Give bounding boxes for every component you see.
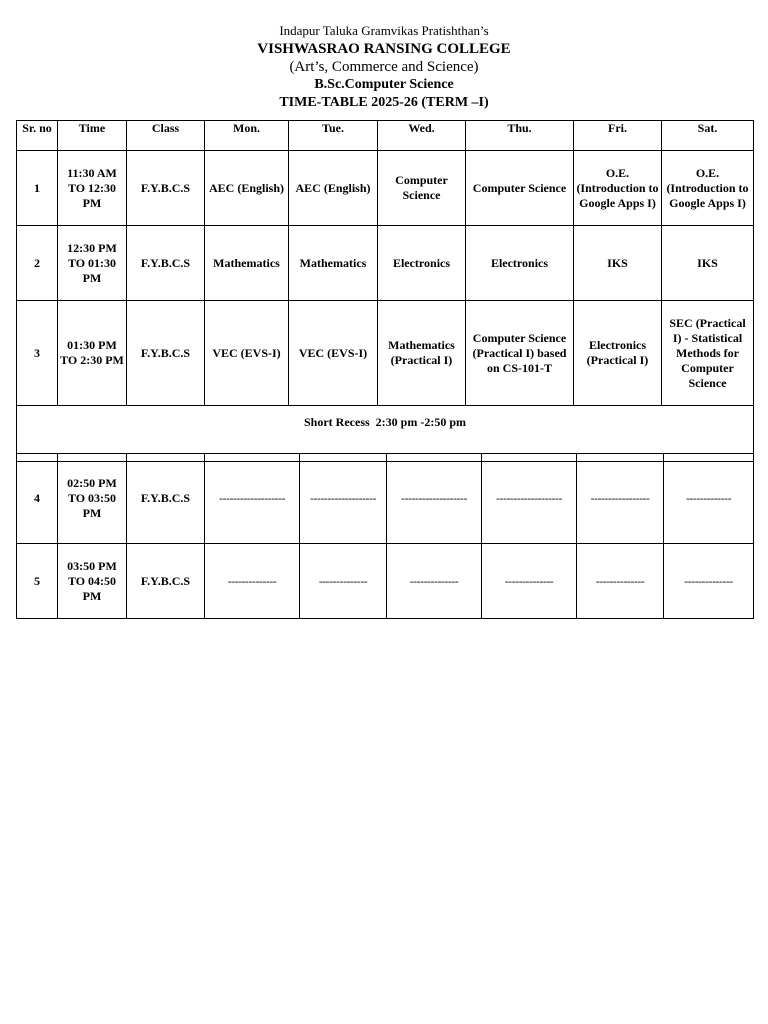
mon-cell: AEC (English) bbox=[205, 151, 289, 226]
college-name: VISHWASRAO RANSING COLLEGE bbox=[257, 41, 511, 57]
thu-cell: Computer Science bbox=[466, 151, 574, 226]
col-header-mon: Mon. bbox=[205, 121, 289, 151]
sat-cell: SEC (Practical I) - Statistical Methods for Computer Science bbox=[662, 301, 754, 406]
mon-cell: ------------------- bbox=[205, 454, 300, 544]
mon-cell: VEC (EVS-I) bbox=[205, 301, 289, 406]
tue-cell: ------------------- bbox=[300, 454, 387, 544]
department-name: B.Sc.Computer Science bbox=[314, 77, 454, 92]
college-streams: (Art’s, Commerce and Science) bbox=[289, 59, 479, 75]
class-cell: F.Y.B.C.S bbox=[127, 301, 205, 406]
col-header-tue: Tue. bbox=[289, 121, 378, 151]
sr-cell: 5 bbox=[17, 544, 58, 619]
time-cell: 03:50 PM TO 04:50 PM bbox=[58, 544, 127, 619]
class-cell: F.Y.B.C.S bbox=[127, 151, 205, 226]
col-header-class: Class bbox=[127, 121, 205, 151]
table-row bbox=[17, 151, 754, 226]
wed-cell: -------------- bbox=[387, 544, 482, 619]
col-header-sat: Sat. bbox=[662, 121, 754, 151]
class-cell: F.Y.B.C.S bbox=[127, 226, 205, 301]
wed-cell: Electronics bbox=[378, 226, 466, 301]
table-row bbox=[17, 226, 754, 301]
time-cell: 02:50 PM TO 03:50 PM bbox=[58, 454, 127, 544]
tue-cell: AEC (English) bbox=[289, 151, 378, 226]
timetable-bottom bbox=[16, 453, 754, 619]
sr-cell: 4 bbox=[17, 454, 58, 544]
time-cell: 12:30 PM TO 01:30 PM bbox=[58, 226, 127, 301]
wed-cell: ------------------- bbox=[387, 454, 482, 544]
fri-cell: ----------------- bbox=[577, 454, 664, 544]
table-row bbox=[17, 454, 754, 544]
col-header-wed: Wed. bbox=[378, 121, 466, 151]
fri-cell: -------------- bbox=[577, 544, 664, 619]
timetable-title: TIME-TABLE 2025-26 (TERM –I) bbox=[279, 95, 489, 110]
document-header bbox=[0, 22, 768, 112]
sr-cell: 3 bbox=[17, 301, 58, 406]
class-cell: F.Y.B.C.S bbox=[127, 544, 205, 619]
fri-cell: Electronics (Practical I) bbox=[574, 301, 662, 406]
wed-cell: Computer Science bbox=[378, 151, 466, 226]
tue-cell: VEC (EVS-I) bbox=[289, 301, 378, 406]
trust-name: Indapur Taluka Gramvikas Pratishthan’s bbox=[279, 23, 489, 38]
col-header-time: Time bbox=[58, 121, 127, 151]
tue-cell: Mathematics bbox=[289, 226, 378, 301]
sat-cell: ------------- bbox=[664, 454, 754, 544]
sat-cell: O.E. (Introduction to Google Apps I) bbox=[662, 151, 754, 226]
time-cell: 11:30 AM TO 12:30 PM bbox=[58, 151, 127, 226]
timetable-top bbox=[16, 120, 754, 462]
mon-cell: Mathematics bbox=[205, 226, 289, 301]
thu-cell: Computer Science (Practical I) based on CS-101-T bbox=[466, 301, 574, 406]
header-row bbox=[17, 121, 754, 151]
table-row bbox=[17, 544, 754, 619]
col-header-fri: Fri. bbox=[574, 121, 662, 151]
table-row bbox=[17, 301, 754, 406]
tue-cell: -------------- bbox=[300, 544, 387, 619]
class-cell: F.Y.B.C.S bbox=[127, 454, 205, 544]
thu-cell: ------------------- bbox=[482, 454, 577, 544]
sat-cell: IKS bbox=[662, 226, 754, 301]
mon-cell: -------------- bbox=[205, 544, 300, 619]
sr-cell: 2 bbox=[17, 226, 58, 301]
time-cell: 01:30 PM TO 2:30 PM bbox=[58, 301, 127, 406]
sr-cell: 1 bbox=[17, 151, 58, 226]
recess-cell: Short Recess 2:30 pm -2:50 pm bbox=[17, 406, 754, 462]
col-header-thu: Thu. bbox=[466, 121, 574, 151]
fri-cell: IKS bbox=[574, 226, 662, 301]
sat-cell: -------------- bbox=[664, 544, 754, 619]
thu-cell: -------------- bbox=[482, 544, 577, 619]
wed-cell: Mathematics (Practical I) bbox=[378, 301, 466, 406]
fri-cell: O.E. (Introduction to Google Apps I) bbox=[574, 151, 662, 226]
col-header-sr: Sr. no bbox=[17, 121, 58, 151]
thu-cell: Electronics bbox=[466, 226, 574, 301]
